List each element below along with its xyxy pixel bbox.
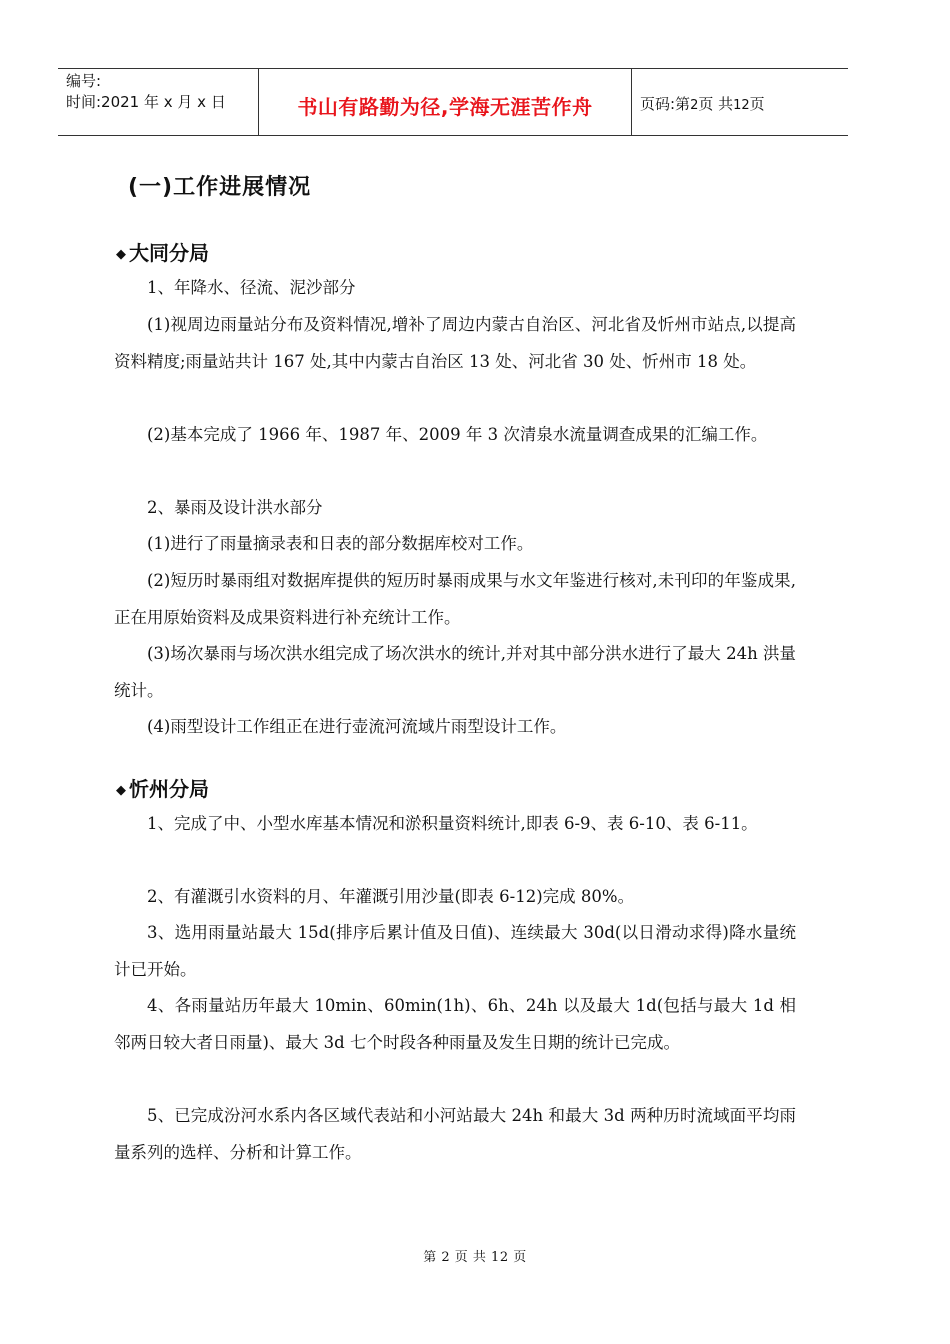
page-prefix: 页码:第: [640, 95, 691, 113]
paragraph: 4、各雨量站历年最大 10min、60min(1h)、6h、24h 以及最大 1d(包括与最大 1d 相邻两日较大者日雨量)、最大 3d 七个时段各种雨量及发生日期的统计已完成。: [114, 996, 796, 1052]
paragraph: 3、选用雨量站最大 15d(排序后累计值及日值)、连续最大 30d(以日滑动求得)降水量统计已开始。: [114, 923, 796, 979]
subsection-title-xinzhou: [116, 773, 209, 802]
paragraph: (2)基本完成了 1966 年、1987 年、2009 年 3 次清泉水流量调查成果的汇编工作。: [147, 425, 768, 444]
paragraph: (1)视周边雨量站分布及资料情况,增补了周边内蒙古自治区、河北省及忻州市站点,以提高资料精度;雨量站共计 167 处,其中内蒙古自治区 13 处、河北省 30 处、忻州市 18 处。: [114, 315, 796, 371]
page-footer: 第 2 页 共 12 页: [423, 1250, 527, 1265]
paragraph: 1、年降水、径流、泥沙部分: [147, 278, 356, 297]
page-suffix: 页: [749, 95, 765, 113]
paragraph: (4)雨型设计工作组正在进行壶流河流域片雨型设计工作。: [147, 717, 567, 736]
page-mid: 页 共: [698, 95, 734, 113]
page-current: 2: [690, 98, 699, 113]
page-header: [58, 68, 848, 136]
paragraph: 2、有灌溉引水资料的月、年灌溉引用沙量(即表 6-12)完成 80%。: [147, 887, 635, 906]
header-meta: [66, 71, 226, 113]
subsection-title-text: 忻州分局: [129, 777, 209, 801]
paragraph: 2、暴雨及设计洪水部分: [147, 498, 323, 517]
paragraph: 1、完成了中、小型水库基本情况和淤积量资料统计,即表 6-9、表 6-10、表 6-11。: [147, 814, 758, 833]
section-title: (一)工作进展情况: [128, 175, 312, 200]
paragraph: (2)短历时暴雨组对数据库提供的短历时暴雨成果与水文年鉴进行核对,未刊印的年鉴成果,正在用原始资料及成果资料进行补充统计工作。: [114, 571, 796, 627]
time-label: 时间:2021 年 x 月 x 日: [66, 93, 226, 111]
paragraph: (1)进行了雨量摘录表和日表的部分数据库校对工作。: [147, 534, 534, 553]
paragraph: (3)场次暴雨与场次洪水组完成了场次洪水的统计,并对其中部分洪水进行了最大 24h 洪量统计。: [114, 644, 796, 700]
diamond-bullet-icon: ◆: [116, 247, 126, 262]
header-motto: 书山有路勤为径,学海无涯苦作舟: [297, 95, 593, 119]
diamond-bullet-icon: ◆: [116, 783, 126, 798]
paragraph: 5、已完成汾河水系内各区域代表站和小河站最大 24h 和最大 3d 两种历时流域面平均雨量系列的选样、分析和计算工作。: [114, 1106, 796, 1162]
number-label: 编号:: [66, 72, 102, 90]
header-divider: [631, 69, 632, 136]
subsection-title-datong: [116, 237, 209, 266]
subsection-title-text: 大同分局: [129, 241, 209, 265]
header-page-info: [640, 93, 765, 114]
page-total: 12: [733, 98, 750, 113]
